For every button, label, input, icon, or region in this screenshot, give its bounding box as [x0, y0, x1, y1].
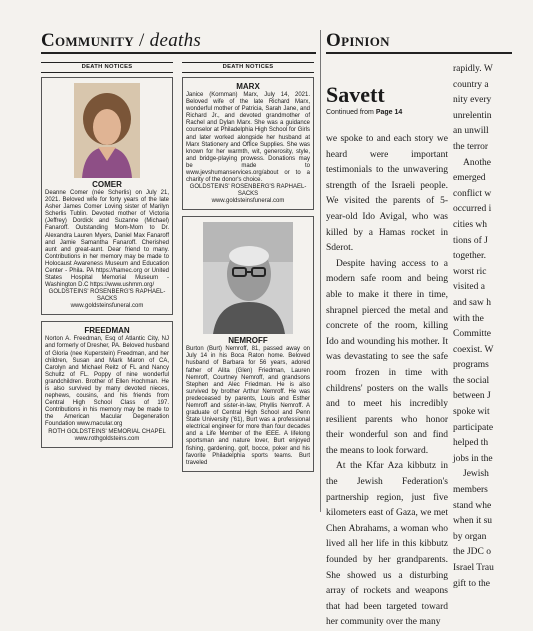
- notice-name: MARX: [236, 82, 260, 91]
- community-header-sub: deaths: [149, 30, 202, 51]
- article-line-cropped: spoke wit: [453, 407, 490, 418]
- funeral-home: ROTH GOLDSTEINS' MEMORIAL CHAPEL: [48, 428, 166, 435]
- continued-line: [326, 109, 448, 116]
- article-line-cropped: the social: [453, 375, 490, 386]
- community-header-separator: /: [133, 30, 150, 51]
- article-line-cropped: country a: [453, 79, 489, 90]
- article-line-cropped: Israel Trau: [453, 563, 494, 573]
- article-line-cropped: programs: [453, 360, 489, 371]
- notice-name: NEMROFF: [228, 336, 268, 346]
- notice-text: Janice (Kornman) Marx, July 14, 2021. Beloved wife of the late Richard Marx, wonderful mother of Patricia, Sarah Jane, and Richard Jr., and devoted grandmother of Rachel and Dylan Marx. She was a guidance counselor at Philadelphia High School for Girls and later worked alongside her husband at Marx Stationery and Office Supplies. She was known for her warmth, wit, generosity, style, and bridge-playing prowess. Donations may be made to www.jevshumanservices.org/about or to a charity of the donor's choice.: [186, 92, 310, 184]
- notices-column-right: [182, 62, 314, 512]
- article-line-cropped: worst ric: [453, 266, 487, 277]
- funeral-website: www.goldsteinsfuneral.com: [211, 198, 285, 205]
- article-line-cropped: visited a: [453, 282, 485, 293]
- article-line-cropped: between J: [453, 391, 491, 402]
- column-title: Savett: [326, 82, 385, 107]
- funeral-website: www.rothgoldsteins.com: [74, 435, 140, 442]
- article-line-cropped: cities wh: [453, 219, 488, 230]
- opinion-header-title: Opinion: [326, 30, 390, 51]
- article-line-cropped: coexist. W: [453, 344, 494, 355]
- article-line-cropped: when it su: [453, 516, 493, 527]
- article-line-cropped: together.: [453, 251, 486, 262]
- funeral-website: www.goldsteinsfuneral.com: [70, 303, 144, 310]
- section-divider: [320, 30, 321, 512]
- article-line-cropped: Committe: [453, 329, 491, 340]
- opinion-column-cropped: [453, 62, 533, 589]
- article-line-cropped: gift to the: [453, 578, 490, 589]
- portrait-photo-comer: [74, 83, 140, 178]
- article-line-cropped: Anothe: [463, 157, 491, 168]
- article-paragraph: Despite having access to a modern safe room and being able to make it there in time, shrapnel pierced the metal and concrete of the room, killing Ido and wounding his mother. It was devastating to see the safe room frozen in time with childrens' posters on the walls and to meet his incredibly resilient parents who honor their wonderful son and find the means to look forward.: [326, 258, 448, 456]
- continued-page: Page 14: [375, 109, 403, 116]
- article-line-cropped: with the: [453, 313, 484, 324]
- notice-text: Burton (Burt) Nemroff, 81, passed away on July 14 in his Boca Raton home. Beloved husband of Barbara for 56 years, adored father of Alita (Glen) Friedman, Lauren Nemroff, Courtney Nemroff, and grandsons Stephen and Alec Friedman. He is also survived by brother Arthur Nemroff. He was predeceased by parents, Louis and Esther Nemroff and sister-in-law, Phyllis Nemroff. A graduate of Central High School and Penn State University ('61), Burt was a professional electrical engineer for more than four decades and a Life Member of the IEEE. A lifelong sportsman and nature lover, Burt enjoyed fishing, gardening, golf, bocce, poker and his favorite Philadelphia sports teams. Burt traveled: [186, 346, 310, 466]
- article-paragraph: At the Kfar Aza kibbutz in the Jewish Federation's partnership region, just five kilometers east of Gaza, we met Chen Abrahams, a woman who lived all her life in this kibbutz founded by her grandparents. She showed us a disturbing array of rockets and weapons that had been targeted toward her community over the many: [326, 461, 448, 628]
- article-line-cropped: the JDC o: [453, 547, 491, 558]
- article-line-cropped: and saw h: [453, 297, 491, 308]
- opinion-header-rule: [326, 52, 512, 54]
- community-header-main: Community: [41, 30, 134, 51]
- opinion-section-header: [326, 30, 390, 52]
- death-notices: [41, 62, 316, 512]
- article-line-cropped: by organ: [453, 531, 487, 542]
- notice-marx: [182, 77, 314, 210]
- article-line-cropped: participate: [453, 422, 494, 433]
- article-line-cropped: Jewish: [463, 469, 489, 480]
- notices-column-left: [41, 62, 173, 512]
- notice-text: Norton A. Freedman, Esq of Atlantic City, NJ and formerly of Dresher, PA. Beloved husband of Gloria (nee Kuperstein) Freedman, and her children, Susan and Mark Maron of CA, Carolyn and Michael Reitz of FL and Nancy Schultz of FL. Poppy of nine wonderful grandchildren. Brother of Ellen Hochman. He is also survived by many devoted nieces, nephews, cousins, and his friends from Central High School Class of 197. Contributions in his memory may be made to the American Macular Degeneration Foundation www.macular.org: [45, 336, 169, 428]
- notice-text: Deanne Comer (née Scherlis) on July 21, 2021. Beloved wife for forty years of the late Asher James Comer Loving sister of Marilyn Scherlis Tublin. Devoted mother of Victoria (Jeffrey) Dordick and Suzanne (Michael) Fanaroff. Outstanding Mom-Mom to Dr. Alexandra Lauren Myers, Daniel Max Fanaroff and Jamie Samantha Fanaroff. Cherished aunt and great-aunt. Dear friend to many. Contributions in her memory may be made to Holocaust Awareness Museum and Education Center - Phila. PA https://hamec.org or United States Hospital Memorial Museum - Washington D.C https://www.ushmm.org/: [45, 190, 169, 289]
- article-line-cropped: conflict w: [453, 188, 492, 199]
- article-body: [326, 132, 448, 631]
- article-line-cropped: helped th: [453, 438, 489, 449]
- notice-freedman: [41, 321, 173, 447]
- community-section-header: [41, 30, 201, 52]
- notice-nemroff: [182, 216, 314, 472]
- article-line-cropped: an unwill: [453, 126, 489, 137]
- continued-prefix: Continued from: [326, 109, 376, 116]
- notice-comer: [41, 77, 173, 315]
- portrait-photo-nemroff: [203, 222, 293, 334]
- article-line-cropped: stand whe: [453, 500, 492, 511]
- funeral-home: GOLDSTEINS' ROSENBERG'S RAPHAEL-SACKS: [48, 289, 166, 303]
- article-line-cropped: members: [453, 485, 488, 496]
- article-line-cropped: tions of J: [453, 235, 488, 246]
- column-heading: DEATH NOTICES: [182, 62, 314, 73]
- article-body-cropped: [453, 62, 533, 592]
- notice-name: FREEDMAN: [84, 326, 130, 336]
- article-line-cropped: occurred i: [453, 204, 492, 215]
- funeral-home: GOLDSTEINS' ROSENBERG'S RAPHAEL-SACKS: [189, 184, 307, 198]
- notice-name: COMER: [92, 180, 122, 189]
- column-heading: DEATH NOTICES: [41, 62, 173, 73]
- article-line-cropped: the terror: [453, 141, 489, 152]
- article-line-cropped: jobs in the: [453, 453, 493, 464]
- article-paragraph: we spoke to and each story we heard were important testimonials to the unwavering strength of the Israeli people. We visited the parents of 5-year-old Ido Avigal, who was killed by a Hamas rocket in Sderot.: [326, 134, 448, 254]
- opinion-column-main: [326, 62, 448, 628]
- article-line-cropped: emerged: [453, 173, 486, 184]
- community-header-rule: [41, 52, 316, 54]
- article-line-cropped: rapidly. W: [453, 64, 493, 74]
- article-line-cropped: unrelentin: [453, 110, 492, 121]
- article-line-cropped: nity every: [453, 95, 492, 106]
